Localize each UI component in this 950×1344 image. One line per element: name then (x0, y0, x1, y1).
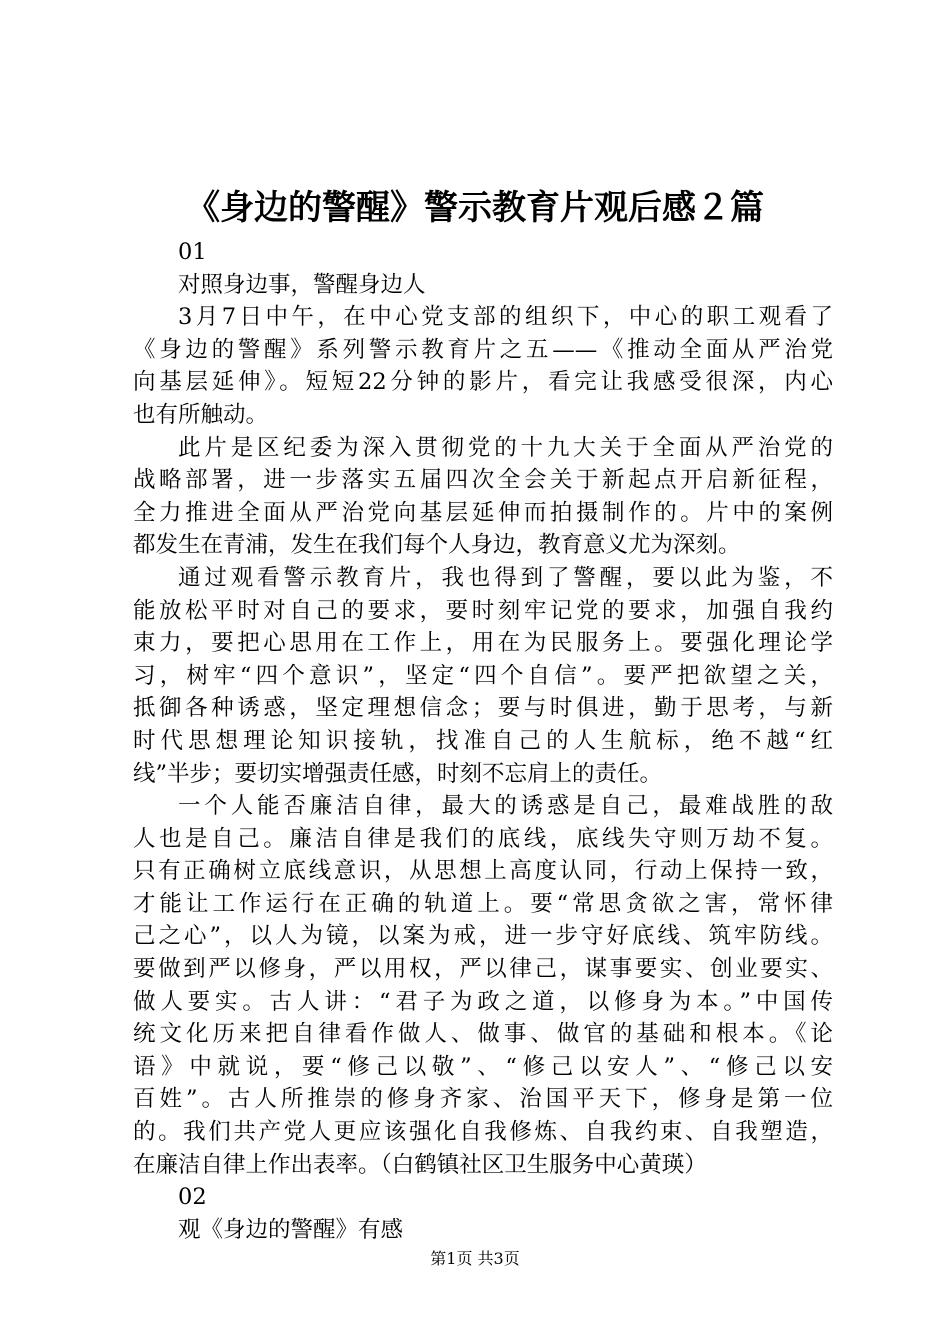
text-line: 己之心”，以人为镜，以案为戒，进一步守好底线、筑牢防线。 (133, 923, 833, 950)
text-line: 百姓”。古人所推崇的修身齐家、治国平天下，修身是第一位 (133, 1086, 833, 1113)
text-line: 人也是自己。廉洁自律是我们的底线，底线失守则万劫不复。 (133, 825, 833, 852)
text-line: 一个人能否廉洁自律，最大的诱惑是自己，最难战胜的敌 (178, 793, 833, 820)
text-line: 也有所触动。 (133, 401, 269, 428)
text-line: 要做到严以修身，严以用权，严以律己，谋事要实、创业要实、 (133, 956, 833, 983)
text-line: 02 (178, 1184, 207, 1211)
text-line: 时代思想理论知识接轨，找准自己的人生航标，绝不越“红 (133, 727, 833, 754)
text-line: 只有正确树立底线意识，从思想上高度认同，行动上保持一致， (133, 858, 833, 885)
text-line: 对照身边事，警醒身边人 (178, 271, 426, 298)
text-line: 向基层延伸》。短短22分钟的影片，看完让我感受很深，内心 (133, 369, 833, 396)
page-footer: 第1页 共3页 (430, 1249, 520, 1268)
text-line: 的。我们共产党人更应该强化自我修炼、自我约束、自我塑造， (133, 1119, 833, 1146)
text-line: 才能让工作运行在正确的轨道上。要“常思贪欲之害，常怀律 (133, 890, 833, 917)
text-line: 语》中就说，要“修己以敬”、“修己以安人”、“修己以安 (133, 1053, 833, 1080)
text-line: 都发生在青浦，发生在我们每个人身边，教育意义尤为深刻。 (133, 532, 741, 559)
text-line: 线”半步；要切实增强责任感，时刻不忘肩上的责任。 (133, 760, 663, 787)
text-line: 此片是区纪委为深入贯彻党的十九大关于全面从严治党的 (178, 434, 833, 461)
text-line: 做人要实。古人讲：“君子为政之道，以修身为本。”中国传 (133, 988, 833, 1015)
text-line: 01 (178, 239, 207, 265)
text-line: 观《身边的警醒》有感 (178, 1216, 404, 1243)
text-line: 抵御各种诱惑，坚定理想信念；要与时俱进，勤于思考，与新 (133, 695, 833, 722)
text-line: 3月7日中午，在中心党支部的组织下，中心的职工观看了 (178, 304, 833, 331)
text-line: 在廉洁自律上作出表率。（白鹤镇社区卫生服务中心黄瑛） (133, 1151, 707, 1178)
document-body (133, 236, 833, 1246)
text-line: 统文化历来把自律看作做人、做事、做官的基础和根本。《论 (133, 1021, 833, 1048)
text-line: 能放松平时对自己的要求，要时刻牢记党的要求，加强自我约 (133, 597, 833, 624)
text-line: 全力推进全面从严治党向基层延伸而拍摄制作的。片中的案例 (133, 499, 833, 526)
text-line: 通过观看警示教育片，我也得到了警醒，要以此为鉴，不 (178, 564, 833, 591)
document-title: 《身边的警醒》警示教育片观后感２篇 (186, 188, 764, 228)
text-line: 战略部署，进一步落实五届四次全会关于新起点开启新征程， (133, 467, 833, 494)
text-line: 习，树牢“四个意识”，坚定“四个自信”。要严把欲望之关， (133, 662, 833, 689)
text-line: 《身边的警醒》系列警示教育片之五——《推动全面从严治党 (133, 336, 833, 363)
text-line: 束力，要把心思用在工作上，用在为民服务上。要强化理论学 (133, 630, 833, 657)
